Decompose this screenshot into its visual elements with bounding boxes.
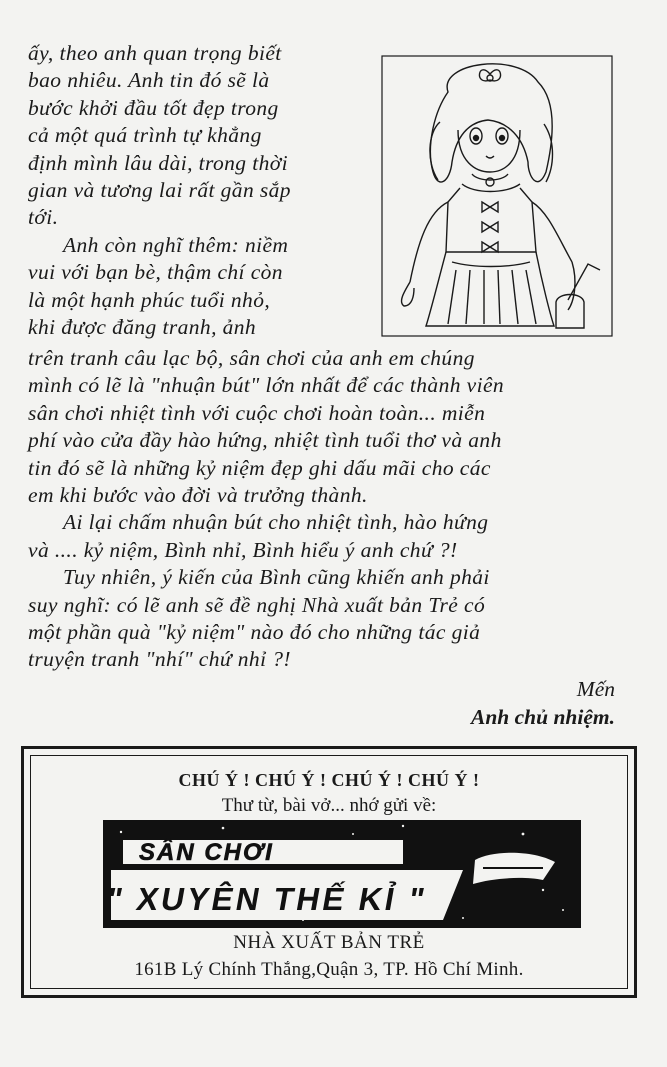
article-text-wide xyxy=(28,345,628,674)
article-line: cả một quá trình tự khẳng xyxy=(28,123,262,148)
article-line: ấy, theo anh quan trọng biết xyxy=(28,41,282,65)
banner-subtitle: " XUYÊN THẾ KỈ " xyxy=(103,881,431,917)
publisher-name: NHÀ XUẤT BẢN TRẺ xyxy=(233,932,425,953)
article-line: và .... kỷ niệm, Bình nhỉ, Bình hiểu ý anh chứ ?! xyxy=(28,537,458,562)
article-line: tin đó sẽ là những kỷ niệm đẹp ghi dấu mãi cho các xyxy=(28,455,491,480)
notice-inner-frame xyxy=(30,755,628,989)
banner-title: SÂN CHƠI xyxy=(139,839,274,866)
article-line: Ai lại chấm nhuận bút cho nhiệt tình, hào hứng xyxy=(63,510,489,535)
notice-subheading: Thư từ, bài vở... nhớ gửi về: xyxy=(221,795,437,816)
article-line: phí vào cửa đầy hào hứng, nhiệt tình tuổi thơ và anh xyxy=(28,428,502,453)
article-line: trên tranh câu lạc bộ, sân chơi của anh em chúng xyxy=(28,346,475,370)
notice-box xyxy=(21,746,637,998)
article-line: Tuy nhiên, ý kiến của Bình cũng khiến anh phải xyxy=(63,565,490,590)
article-signoff xyxy=(471,675,615,731)
article-line: em khi bước vào đời và trưởng thành. xyxy=(28,483,368,508)
girl-illustration xyxy=(378,52,616,340)
article-line: tới. xyxy=(28,205,59,230)
article-line: suy nghĩ: có lẽ anh sẽ đề nghị Nhà xuất bản Trẻ có xyxy=(28,592,486,617)
article-line: là một hạnh phúc tuổi nhỏ, xyxy=(28,287,271,312)
article-line: gian và tương lai rất gần sắp xyxy=(28,178,291,203)
article-line: khi được đăng tranh, ảnh xyxy=(28,315,257,340)
article-line: truyện tranh "nhí" chứ nhỉ ?! xyxy=(28,647,291,672)
article-line: sân chơi nhiệt tình với cuộc chơi hoàn toàn... miễn xyxy=(28,400,486,425)
article-text-column xyxy=(28,40,368,341)
san-choi-banner xyxy=(103,820,581,928)
signoff-greeting: Mến xyxy=(576,677,615,701)
signoff-signature: Anh chủ nhiệm. xyxy=(471,705,615,729)
notice-heading: CHÚ Ý ! CHÚ Ý ! CHÚ Ý ! CHÚ Ý ! xyxy=(178,770,480,790)
article-line: định mình lâu dài, trong thời xyxy=(28,150,288,175)
article-line: mình có lẽ là "nhuận bút" lớn nhất để các thành viên xyxy=(28,373,505,398)
article-line: Anh còn nghĩ thêm: niềm xyxy=(63,232,289,257)
article-line: bao nhiêu. Anh tin đó sẽ là xyxy=(28,68,270,93)
article-line: bước khởi đầu tốt đẹp trong xyxy=(28,95,279,120)
article-line: vui với bạn bè, thậm chí còn xyxy=(28,260,283,285)
publisher-address: 161B Lý Chính Thắng,Quận 3, TP. Hồ Chí Minh. xyxy=(134,959,524,980)
article-line: một phần quà "kỷ niệm" nào đó cho những tác giả xyxy=(28,620,481,645)
